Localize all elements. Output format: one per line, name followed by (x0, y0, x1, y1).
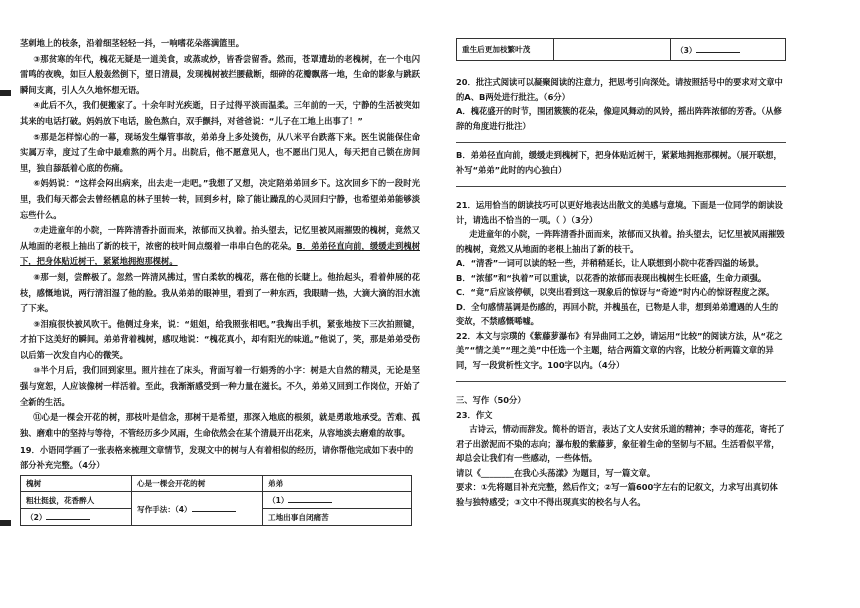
answer-blank-3[interactable] (696, 44, 740, 53)
question-23: 23．作文 (456, 409, 493, 420)
passage-paragraph-5: ⑤那是怎样惊心的一幕，现场发生爆管事故，弟弟身上多处烫伤，从八米平台跌落下来。医生说能保住命实属万幸，度过了生命中最难熬的两个月。出院后，他不愿意见人，也不愿出门见人，每天把自己锁在房间里，独自舔舐着心底的伤痛。 (20, 131, 420, 173)
table-cell-tree-1: 粗壮挺拔，花香醉人 (21, 492, 132, 509)
annotation-b-underlined: B．弟弟径直向前，缓缓走到槐树下，把身体贴近树干，紧紧地拥抱那棵树。 (20, 240, 420, 267)
essay-requirements: 要求：①先将题目补充完整，然后作文；②写一篇600字左右的记叙文，力求写出真切体验与独特感受；③文中不得出现真实的校名与人名。 (456, 482, 778, 507)
blank-3-label: （3） (676, 45, 697, 55)
question-21-passage: 走进童年的小院，一阵阵清香扑面而来，浓郁而又执着。抬头望去，记忆里被风雨摧毁的槐树，竟然又从地面的老根上抽出了新的枝干。 (456, 229, 785, 254)
question-22: 22．本文与宗璞的《紫藤萝瀑布》有异曲同工之妙，请运用“比较”的阅读方法，从“花之美”“情之美”“理之美”中任选一个主题，结合两篇文章的内容，比较分析两篇文章的异同，写一段赏析性文字。100字以内。（4分） (456, 330, 783, 370)
technique-label: 写作手法：（4） (137, 504, 192, 514)
essay-prompt: 古诗云，情动而辞发。简朴的语言，表达了文人安贫乐道的精神；李寻的莲花，寄托了君子出淤泥而不染的志向；瀑布般的紫藤萝，象征着生命的坚韧与不屈。生活看似平常，却总会让我们有一些感动，一些体悟。 (456, 424, 785, 463)
table-cell-empty (554, 39, 671, 61)
option-a: A．“清香”一词可以读的轻一些，并稍稍延长，让人联想到小院中花香四溢的场景。 (456, 258, 764, 268)
table-cell-tree-3: 重生后更加枝繁叶茂 (457, 39, 554, 61)
passage-paragraph-7-text: ⑦走进童年的小院，一阵阵清香扑面而来，浓郁而又执着。抬头望去，记忆里被风雨摧毁的槐树，竟然又从地面的老根上抽出了新的枝干，浓密的枝叶间点缀着一串串白色的花朵。 (20, 225, 420, 251)
blank-1-label: （1） (268, 496, 289, 506)
passage-paragraph-11: ⑪心是一棵会开花的树，那枝叶是信念，那树干是希望，那深入地底的根须，就是勇敢地承受。苦难、孤独、磨难中的坚持与等待，不管经历多少风雨，生命依然会在某个清晨开出花来，从容地淡去磨难的故事。 (20, 412, 420, 438)
essay-title-instruction: 请以《________在我心头荡漾》为题目，写一篇文章。 (456, 467, 656, 478)
answer-line-20b[interactable] (456, 177, 786, 187)
option-d: D．全句感情基调是伤感的，再回小院，并槐虽在，已物是人非，想到弟弟遭遇的人生的变故，不禁感慨唏嘘。 (456, 301, 779, 326)
passage-paragraph-7 (20, 223, 420, 270)
passage-paragraph-3: ③那贫寒的年代，槐花无疑是一道美食，或蒸或炒，皆香尝留香。然而，苍罩遭劫的老槐树，在一个电闪雷鸣的夜晚，如巨人般轰然倒下，望日清晨，发现槐树被拦腰截断，细碎的花瓣飘落一地，生命的影象与跳跃瞬间支离，引人久久地怀想无语。 (20, 53, 420, 95)
question-20-a: A．槐花盛开的时节，围团簇簇的花朵，像迎风舞动的风铃，摇出阵阵浓郁的芳香。（从修辞的角度进行批注） (456, 106, 782, 131)
table-header-title: 心是一棵会开花的树 (132, 476, 263, 492)
answer-line-22[interactable] (456, 372, 786, 382)
question-20: 20．批注式阅读可以凝聚阅读的注意力，把思考引向深处。请按照括号中的要求对文章中的A、B两处进行批注。（6分） (456, 77, 783, 102)
answer-blank-2[interactable] (46, 511, 90, 520)
passage-paragraph-8: ⑧那一刻，尝醉极了。忽然一阵清风拂过，雪白柔软的槐花，落在他的长睫上。他抬起头，看着伸展的花枝，感慨地说，两行清泪湿了他的脸。我从弟弟的眼神里，看到了一种东西，我眼睛一热，大滴大滴的泪水流了下来。 (20, 271, 420, 314)
table-cell-tree-2[interactable] (21, 509, 132, 526)
table-cell-brother-3[interactable] (671, 39, 786, 61)
left-column (20, 36, 420, 526)
right-column (456, 36, 786, 509)
question-19: 19．小语同学画了一张表格来梳理文章情节，发现文中的树与人有着相似的经历，请你帮他完成如下表中的部分补充完整。（4分） (20, 445, 414, 470)
table-header-brother: 弟弟 (263, 476, 412, 492)
blank-2-label: （2） (26, 513, 47, 523)
table-cell-brother-1[interactable] (263, 492, 412, 509)
table-header-tree: 槐树 (21, 476, 132, 492)
binding-mark-top (0, 90, 11, 96)
question-21: 21．运用恰当的朗读技巧可以更好地表达出散文的美感与意境。下面是一位同学的朗读设计，请选出不恰当的一项。（ ）（3分） (456, 200, 783, 225)
table-cell-brother-2: 工地出事自闭痛苦 (263, 509, 412, 526)
passage-paragraph-4: ④此后不久，我们便搬家了。十余年时光疾逝，日子过得平淡而温柔。三年前的一天，宁静的生活被突如其来的电话打破。妈妈放下电话，脸色熬白，双手颤抖，对爸爸说：“儿子在工地上出事了！” (20, 100, 420, 126)
binding-mark-bottom (0, 520, 11, 526)
option-b: B．“浓郁”和“执着”可以重读，以花香的浓郁而表现出槐树生长旺盛，生命力顽强。 (456, 272, 767, 283)
answer-line-20a[interactable] (456, 133, 786, 143)
section-three-heading: 三、写作（50分） (456, 395, 526, 405)
option-c: C．“竟”后应该停顿，以突出看到这一现象后的惊讶与“奇迹”时内心的惊讶程度之深。 (456, 287, 775, 297)
passage-paragraph-10: ⑩半个月后，我们回到家里。照片挂在了床头，背面写着一行娟秀的小字：树是大自然的精灵，无论是坚强与宽恕，人应该像树一样活着。至此，我渐渐感受到一种力量在滋长。不久，弟弟又回到工作岗位，开始了全新的生活。 (20, 365, 420, 407)
table-cell-technique[interactable] (132, 492, 263, 526)
passage-paragraph-6: ⑥妈妈说：“这样会闷出病来，出去走一走吧。”我想了又想，决定陪弟弟回乡下。这次回乡下的一段时光里，我们每天都会去曾经栖息的林子里转一转，回到乡村，除了能让躁乱的心灵回归宁静，也希望弟弟能够淡忘些什么。 (20, 178, 420, 220)
answer-blank-1[interactable] (288, 494, 332, 503)
plot-table-continued (456, 38, 786, 61)
answer-blank-4[interactable] (192, 503, 236, 512)
question-20-b: B．弟弟径直向前，缓缓走到槐树下，把身体贴近树干，紧紧地拥抱那棵树。（展开联想，补写“弟弟”此时的内心独白） (456, 150, 782, 175)
plot-table (20, 475, 412, 526)
passage-paragraph-9: ⑨泪痕很快被风吹干。他侧过身来，说：“姐姐，给我照张相吧。”我掏出手机，紧张地按下三次拍照键，才拍下这美好的瞬间。弟弟背着槐树，感叹地说：“槐花真小，却有阳光的味道。”他说了，笑，那是弟弟受伤以后第一次发自内心的微笑。 (20, 318, 420, 360)
passage-paragraph-1: 茎刺地上的枝条，沿着细茎轻轻一抖，一响嗜花朵落满篮里。 (20, 38, 245, 48)
